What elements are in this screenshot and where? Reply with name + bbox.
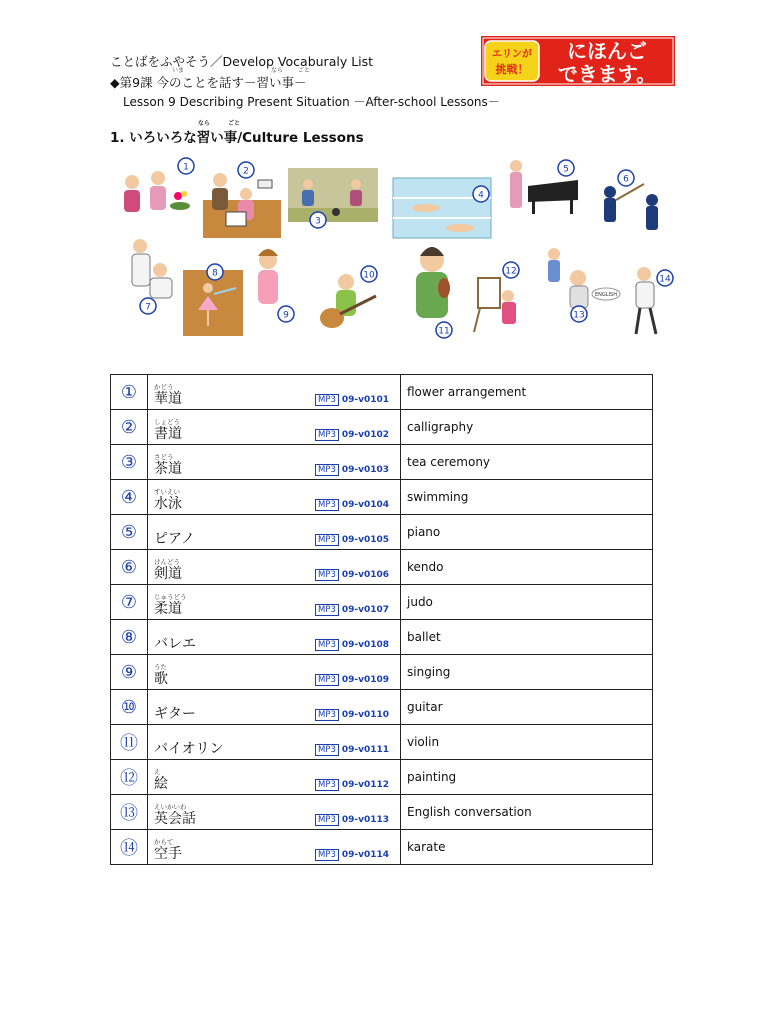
english-translation: calligraphy bbox=[401, 410, 653, 445]
mp3-icon: MP3 bbox=[315, 604, 339, 616]
mp3-code: 09-v0101 bbox=[341, 395, 390, 405]
table-row bbox=[111, 515, 653, 550]
japanese-word: 柔道 bbox=[154, 601, 182, 617]
mp3-link[interactable] bbox=[315, 597, 389, 616]
section-ruby-goto: ごと bbox=[228, 120, 241, 127]
illustration-flower-arrangement bbox=[124, 171, 190, 212]
mp3-link[interactable] bbox=[315, 562, 389, 581]
illustration-calligraphy bbox=[203, 173, 281, 238]
illustration-karate bbox=[636, 267, 656, 334]
japanese-word: バレエ bbox=[154, 636, 196, 652]
table-row bbox=[111, 795, 653, 830]
mp3-code: 09-v0111 bbox=[341, 745, 390, 755]
item-number: ⑬ bbox=[111, 795, 148, 830]
mp3-link[interactable] bbox=[315, 387, 389, 406]
word-wrap bbox=[154, 768, 168, 792]
number-marker-label: 13 bbox=[573, 310, 585, 321]
mp3-icon: MP3 bbox=[315, 639, 339, 651]
illustration-tea-ceremony bbox=[288, 168, 378, 222]
logo-main-bottom: できます。 bbox=[557, 62, 657, 86]
mp3-icon: MP3 bbox=[315, 464, 339, 476]
word-cell bbox=[148, 550, 401, 585]
english-translation: painting bbox=[401, 760, 653, 795]
english-translation: flower arrangement bbox=[401, 375, 653, 410]
item-number: ⑪ bbox=[111, 725, 148, 760]
word-cell bbox=[148, 690, 401, 725]
japanese-word: 茶道 bbox=[154, 461, 182, 477]
item-number: ⑨ bbox=[111, 655, 148, 690]
mp3-code: 09-v0110 bbox=[341, 710, 390, 720]
english-translation: judo bbox=[401, 585, 653, 620]
ruby: けんどう bbox=[154, 558, 180, 566]
number-marker-label: 1 bbox=[183, 162, 189, 173]
mp3-icon: MP3 bbox=[315, 674, 339, 686]
section-heading-text: 1. いろいろな習い事/Culture Lessons bbox=[110, 130, 364, 146]
lesson-title-text: ◆第9課 今のことを話す－習い事－ bbox=[110, 75, 307, 90]
item-number: ③ bbox=[111, 445, 148, 480]
english-translation: English conversation bbox=[401, 795, 653, 830]
word-wrap bbox=[154, 663, 168, 687]
mp3-link[interactable] bbox=[315, 527, 389, 546]
word-wrap bbox=[154, 523, 195, 547]
word-wrap bbox=[154, 453, 182, 477]
word-wrap bbox=[154, 838, 182, 862]
lesson-title-jp bbox=[110, 67, 311, 91]
japanese-word: 歌 bbox=[154, 671, 168, 687]
illustration-violin bbox=[416, 247, 450, 318]
word-cell bbox=[148, 410, 401, 445]
english-translation: kendo bbox=[401, 550, 653, 585]
english-translation: ballet bbox=[401, 620, 653, 655]
table-row bbox=[111, 690, 653, 725]
table-row bbox=[111, 480, 653, 515]
item-number: ① bbox=[111, 375, 148, 410]
culture-lessons-illustration bbox=[108, 150, 688, 350]
word-wrap bbox=[154, 558, 182, 582]
word-cell bbox=[148, 620, 401, 655]
illustration-english-conversation bbox=[548, 248, 620, 308]
english-translation: tea ceremony bbox=[401, 445, 653, 480]
japanese-word: 空手 bbox=[154, 846, 182, 862]
ruby-goto: ごと bbox=[298, 67, 311, 74]
mp3-code: 09-v0107 bbox=[341, 605, 390, 615]
table-row bbox=[111, 760, 653, 795]
word-cell bbox=[148, 515, 401, 550]
item-number: ⑭ bbox=[111, 830, 148, 865]
english-translation: guitar bbox=[401, 690, 653, 725]
mp3-icon: MP3 bbox=[315, 849, 339, 861]
item-number: ⑦ bbox=[111, 585, 148, 620]
mp3-code: 09-v0102 bbox=[341, 430, 390, 440]
mp3-link[interactable] bbox=[315, 737, 389, 756]
ruby: えいかいわ bbox=[154, 803, 187, 811]
mp3-link[interactable] bbox=[315, 632, 389, 651]
word-wrap bbox=[154, 593, 187, 617]
ruby: え bbox=[154, 768, 161, 776]
mp3-link[interactable] bbox=[315, 422, 389, 441]
illustration-kendo bbox=[604, 184, 658, 230]
japanese-word: ピアノ bbox=[154, 531, 195, 547]
word-cell bbox=[148, 795, 401, 830]
table-row bbox=[111, 550, 653, 585]
table-row bbox=[111, 620, 653, 655]
ruby: さどう bbox=[154, 453, 174, 461]
word-wrap bbox=[154, 383, 182, 407]
mp3-link[interactable] bbox=[315, 702, 389, 721]
japanese-word: 華道 bbox=[154, 391, 182, 407]
mp3-link[interactable] bbox=[315, 807, 389, 826]
number-marker-label: 2 bbox=[243, 166, 249, 177]
word-wrap bbox=[154, 418, 182, 442]
word-cell bbox=[148, 655, 401, 690]
ruby: からて bbox=[154, 838, 174, 846]
japanese-word: 書道 bbox=[154, 426, 182, 442]
mp3-code: 09-v0113 bbox=[341, 815, 390, 825]
mp3-icon: MP3 bbox=[315, 709, 339, 721]
mp3-link[interactable] bbox=[315, 772, 389, 791]
number-marker-label: 6 bbox=[623, 174, 629, 185]
word-wrap bbox=[154, 628, 196, 652]
mp3-icon: MP3 bbox=[315, 394, 339, 406]
mp3-link[interactable] bbox=[315, 492, 389, 511]
mp3-code: 09-v0104 bbox=[341, 500, 390, 510]
word-cell bbox=[148, 585, 401, 620]
japanese-word: ギター bbox=[154, 706, 196, 722]
ruby: しょどう bbox=[154, 418, 180, 426]
logo-badge-bottom: 挑戦！ bbox=[495, 63, 529, 76]
table-row bbox=[111, 830, 653, 865]
mp3-link[interactable] bbox=[315, 842, 389, 861]
table-row bbox=[111, 585, 653, 620]
mp3-code: 09-v0109 bbox=[341, 675, 390, 685]
word-cell bbox=[148, 480, 401, 515]
ruby-ima: いま bbox=[172, 67, 185, 74]
table-row bbox=[111, 375, 653, 410]
number-marker-label: 12 bbox=[505, 266, 517, 277]
mp3-icon: MP3 bbox=[315, 534, 339, 546]
japanese-word: 英会話 bbox=[154, 811, 196, 827]
table-row bbox=[111, 445, 653, 480]
table-row bbox=[111, 725, 653, 760]
ruby: かどう bbox=[154, 383, 174, 391]
nihongo-dekimasu-logo bbox=[481, 36, 675, 86]
english-translation: piano bbox=[401, 515, 653, 550]
word-wrap bbox=[154, 803, 196, 827]
mp3-icon: MP3 bbox=[315, 814, 339, 826]
number-marker-label: 11 bbox=[438, 326, 450, 337]
mp3-link[interactable] bbox=[315, 457, 389, 476]
logo-badge-top: エリンが bbox=[492, 49, 532, 60]
number-marker-label: 9 bbox=[283, 310, 289, 321]
section-heading bbox=[110, 120, 364, 146]
word-wrap bbox=[154, 488, 182, 512]
word-cell bbox=[148, 830, 401, 865]
word-cell bbox=[148, 445, 401, 480]
number-marker-label: 4 bbox=[478, 190, 484, 201]
japanese-word: 水泳 bbox=[154, 496, 182, 512]
ruby: すいえい bbox=[154, 488, 180, 496]
japanese-word: 絵 bbox=[154, 776, 168, 792]
word-cell bbox=[148, 375, 401, 410]
ruby: じゅうどう bbox=[154, 593, 187, 601]
mp3-code: 09-v0114 bbox=[341, 850, 390, 860]
item-number: ④ bbox=[111, 480, 148, 515]
english-translation: singing bbox=[401, 655, 653, 690]
illustration-bubble-text: ENGLISH bbox=[595, 292, 617, 298]
mp3-icon: MP3 bbox=[315, 569, 339, 581]
number-marker-label: 8 bbox=[212, 268, 218, 279]
mp3-link[interactable] bbox=[315, 667, 389, 686]
number-marker-label: 3 bbox=[315, 216, 321, 227]
mp3-code: 09-v0103 bbox=[341, 465, 390, 475]
item-number: ⑧ bbox=[111, 620, 148, 655]
number-marker-label: 7 bbox=[145, 302, 151, 313]
section-ruby-nara: なら bbox=[198, 120, 211, 127]
item-number: ⑤ bbox=[111, 515, 148, 550]
mp3-icon: MP3 bbox=[315, 499, 339, 511]
item-number: ⑫ bbox=[111, 760, 148, 795]
japanese-word: バイオリン bbox=[154, 741, 224, 757]
lesson-title-en: Lesson 9 Describing Present Situation －After-school Lessons－ bbox=[123, 95, 500, 109]
english-translation: swimming bbox=[401, 480, 653, 515]
mp3-icon: MP3 bbox=[315, 744, 339, 756]
mp3-code: 09-v0106 bbox=[341, 570, 390, 580]
illustration-judo bbox=[132, 239, 172, 298]
mp3-code: 09-v0112 bbox=[341, 780, 390, 790]
item-number: ⑥ bbox=[111, 550, 148, 585]
ruby-nara: なら bbox=[271, 67, 284, 74]
illustration-singing bbox=[258, 249, 278, 304]
word-cell bbox=[148, 760, 401, 795]
doc-subtitle: ことばをふやそう／Develop Vocaburaly List bbox=[110, 54, 374, 69]
vocab-table bbox=[110, 374, 653, 865]
illustration-painting bbox=[474, 278, 516, 332]
mp3-icon: MP3 bbox=[315, 779, 339, 791]
item-number: ② bbox=[111, 410, 148, 445]
mp3-code: 09-v0105 bbox=[341, 535, 390, 545]
number-marker-label: 5 bbox=[563, 164, 569, 175]
ruby: うた bbox=[154, 663, 167, 671]
word-cell bbox=[148, 725, 401, 760]
table-row bbox=[111, 410, 653, 445]
mp3-icon: MP3 bbox=[315, 429, 339, 441]
word-wrap bbox=[154, 698, 196, 722]
english-translation: karate bbox=[401, 830, 653, 865]
table-row bbox=[111, 655, 653, 690]
english-translation: violin bbox=[401, 725, 653, 760]
item-number: ⑩ bbox=[111, 690, 148, 725]
mp3-code: 09-v0108 bbox=[341, 640, 390, 650]
number-marker-label: 10 bbox=[363, 270, 375, 281]
number-marker-label: 14 bbox=[659, 274, 671, 285]
word-wrap bbox=[154, 733, 224, 757]
logo-main-top: にほんご bbox=[567, 39, 647, 63]
japanese-word: 剣道 bbox=[154, 566, 182, 582]
